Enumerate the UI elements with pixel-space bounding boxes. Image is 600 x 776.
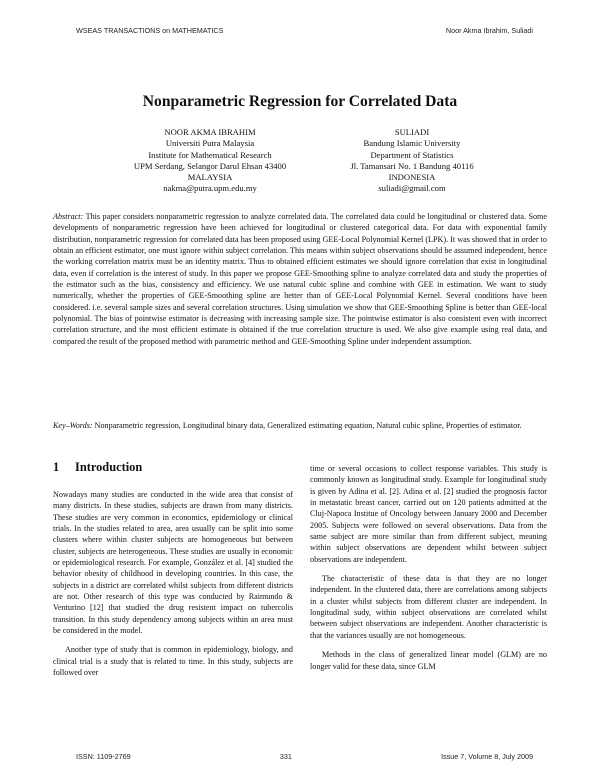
author-department: Institute for Mathematical Research (148, 149, 272, 160)
author-department: Department of Statistics (370, 149, 454, 160)
section-title: Introduction (75, 460, 143, 474)
running-authors: Noor Akma Ibrahim, Suliadi (445, 26, 533, 35)
author-block-1 (100, 127, 320, 195)
right-column (310, 463, 547, 680)
author-email: nakma@putra.upm.edu.my (163, 183, 257, 194)
author-affiliation: Universiti Putra Malaysia (165, 138, 255, 149)
keywords-label: Key–Words: (53, 421, 93, 430)
paper-title: Nonparametric Regression for Correlated Data (142, 93, 458, 110)
abstract (53, 211, 547, 347)
author-affiliation: Bandung Islamic University (363, 138, 461, 149)
paragraph: The characteristic of these data is that they are no longer independent. In the clustered data, there are correlations among subjects in a cluster whilst subjects from different cluster are independent. In longitudinal sudy, within subject observations are correlated whilst between subject observations are independent. Another characteristic is that the variances usually are not homogeneous. (310, 574, 547, 640)
author-name: NOOR AKMA IBRAHIM (164, 127, 256, 137)
author-name: SULIADI (394, 127, 430, 137)
keywords-text: Nonparametric regression, Longitudinal binary data, Generalized estimating equation, Natural cubic spline, Properties of estimator. (94, 421, 522, 430)
paragraph: Nowadays many studies are conducted in the wide area that consist of many districts. In these studies, subjects are drawn from many districts. These studies are very common in economics, epidemiology or clinical trials. In the studies related to area, area usually can be split into some clusters where within cluster subjects are homogeneous but between cluster, subjects are heterogeneous. These studies are usually in economic or epidemiological research. For example, González et al. [4] studied the behavior obesity of childhood in developing countries. In this case, the subjects in a district are correlated whilst subjects from different districts are not. Other research of this type was conducted by Raimundo & Venturino [12] that studied the drug resistent impact on tubercolis transition. In this study dependency among subjects within an area must be considered in the model. (53, 490, 293, 636)
author-country: INDONESIA (388, 172, 436, 183)
running-header (76, 26, 533, 35)
paragraph: Methods in the class of generalized linear model (GLM) are no longer valid for these data, since GLM (310, 650, 547, 671)
left-column (53, 489, 293, 687)
author-address: Jl. Tamansari No. 1 Bandung 40116 (350, 160, 474, 171)
section-heading (53, 460, 142, 475)
footer-issn: ISSN: 1109-2769 (76, 752, 131, 761)
author-country: MALAYSIA (187, 172, 233, 183)
author-email: suliadi@gmail.com (378, 183, 446, 194)
abstract-text: This paper considers nonparametric regression to analyze correlated data. The correlated data could be longitudinal or clustered data. Some developments of nonparametric regression have been achieved for longitudinal or clustered categorical data. For data with exponential family distribution, nonparametric regression for correlated data has been proposed using GEE-Local Polynomial Kernel (LPK). It was showed that in order to obtain an efficient estimator, one must ignore within subject correlation. This means within subject observations should be assumed independent, hence the working correlation matrix must be an identity matrix. Thus to obtained efficient estimates we should ignore correlation that exist in longitudinal data, even if correlation is the interest of study. In this paper we propose GEE-Smoothing spline to analyze correlated data and study the properties of the estimator such as the bias, consistency and efficiency. We use natural cubic spline and combine with GEE in estimation. We want to study numerically, whether the properties of GEE-Smoothing spline are better than of GEE-Local Polynomial Kernel. Several conditions have been considered. i.e. several sample sizes and several correlation structures. Using simulation we show that GEE-Smoothing Spline is better than GEE-local polynomial. The bias of pointwise estimator is decreasing with increasing sample size. The pointwise estimator is also consistent even with incorrect correlation structure, and the most efficient estimate is obtained if the true correlation structure is used. We also give example using real data, and compared the result of the proposed method with parametric method and GEE-Smoothing Spline under independent assumption. (53, 212, 547, 346)
footer-issue: Issue 7, Volume 8, July 2009 (441, 752, 533, 761)
page-footer (76, 752, 533, 761)
page-number: 331 (279, 752, 292, 761)
author-address: UPM Serdang, Selangor Darul Ehsan 43400 (133, 160, 287, 171)
paragraph: Another type of study that is common in epidemiology, biology, and clinical trial is a study that is related to time. In this study, subjects are followed over (53, 645, 293, 678)
author-block-2 (312, 127, 512, 195)
journal-name: WSEAS TRANSACTIONS on MATHEMATICS (76, 26, 224, 35)
abstract-label: Abstract: (53, 212, 84, 221)
section-number: 1 (53, 460, 60, 474)
keywords (53, 420, 547, 431)
paragraph: time or several occasions to collect response variables. This study is commonly known as longitudinal study. Example for longitudinal study is given by Adina et al. [2]. Adina et al. [2] studied the prognosis factor in metastatic breast cancer, carried out on 120 patients admitted at the Cluj-Napoca Institue of Oncology between January 2000 and December 2005. Subjects were followed on several observations. Data from the same subject are more similar than from different subject, meaning within subject observations are dependent whilst between subject observations are independent. (310, 464, 547, 564)
